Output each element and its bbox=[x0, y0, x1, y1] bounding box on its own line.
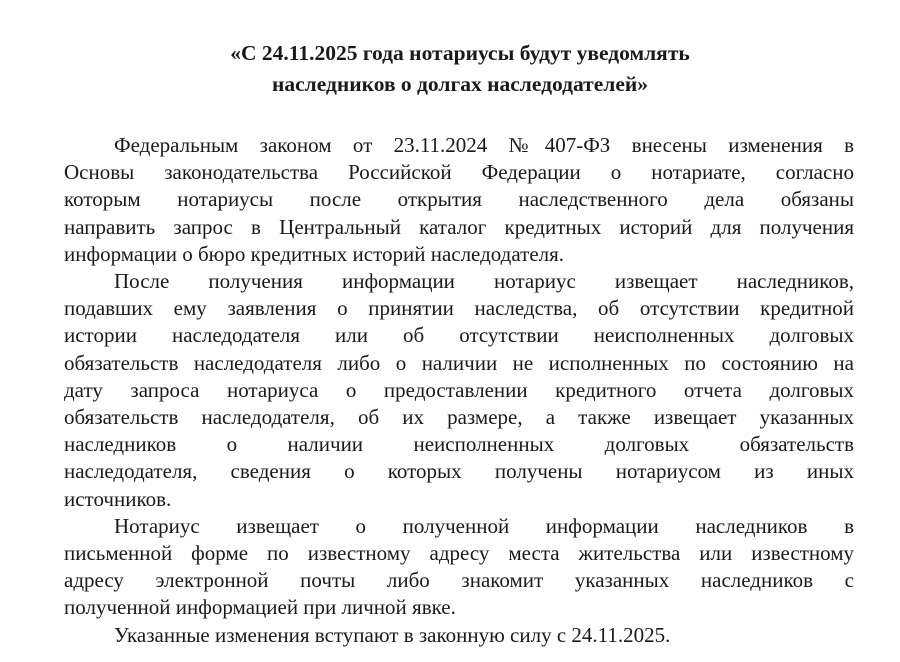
paragraph-effective-date bbox=[64, 622, 854, 649]
title-line: «С 24.11.2025 года нотариусы будут уведомлять bbox=[230, 41, 690, 65]
text-line: полученной информацией при личной явке. bbox=[64, 595, 456, 620]
text-line: направить запрос в Центральный каталог кредитных историй для получения bbox=[64, 214, 854, 239]
document-title bbox=[60, 38, 860, 100]
paragraph-notification-method bbox=[64, 513, 854, 622]
paragraph-notary-notification bbox=[64, 268, 854, 513]
text-line: наследников о наличии неисполненных долговых обязательств bbox=[64, 432, 854, 457]
text-line: обязательств наследодателя, об их размере, а также извещает указанных bbox=[64, 405, 854, 430]
text-line: наследодателя, сведения о которых получены нотариусом из иных bbox=[64, 459, 854, 484]
text-line: которым нотариусы после открытия наследственного дела обязаны bbox=[64, 187, 854, 212]
text-line: дату запроса нотариуса о предоставлении кредитного отчета долговых bbox=[64, 377, 854, 402]
text-line: Основы законодательства Российской Федерации о нотариате, согласно bbox=[64, 160, 854, 185]
text-line: После получения информации нотариус извещает наследников, bbox=[114, 269, 854, 294]
text-line: информации о бюро кредитных историй наследодателя. bbox=[64, 241, 565, 266]
title-line: наследников о долгах наследодателей» bbox=[271, 72, 649, 96]
text-line: Федеральным законом от 23.11.2024 №407-ФЗ внесены изменения в bbox=[114, 133, 854, 157]
text-line: истории наследодателя или об отсутствии неисполненных долговых bbox=[64, 323, 854, 348]
text-line: Указанные изменения вступают в законную силу с 24.11.2025. bbox=[114, 622, 671, 647]
text-line: подавших ему заявления о принятии наследства, об отсутствии кредитной bbox=[64, 296, 854, 321]
document-body bbox=[64, 132, 854, 649]
text-line: Нотариус извещает о полученной информации наследников в bbox=[114, 513, 854, 538]
text-line: источников. bbox=[64, 486, 172, 511]
text-line: письменной форме по известному адресу места жительства или известному bbox=[64, 541, 854, 566]
paragraph-law-changes bbox=[64, 132, 854, 268]
text-line: адресу электронной почты либо знакомит указанных наследников с bbox=[64, 568, 854, 593]
text-line: обязательств наследодателя либо о наличии не исполненных по состоянию на bbox=[64, 350, 854, 375]
